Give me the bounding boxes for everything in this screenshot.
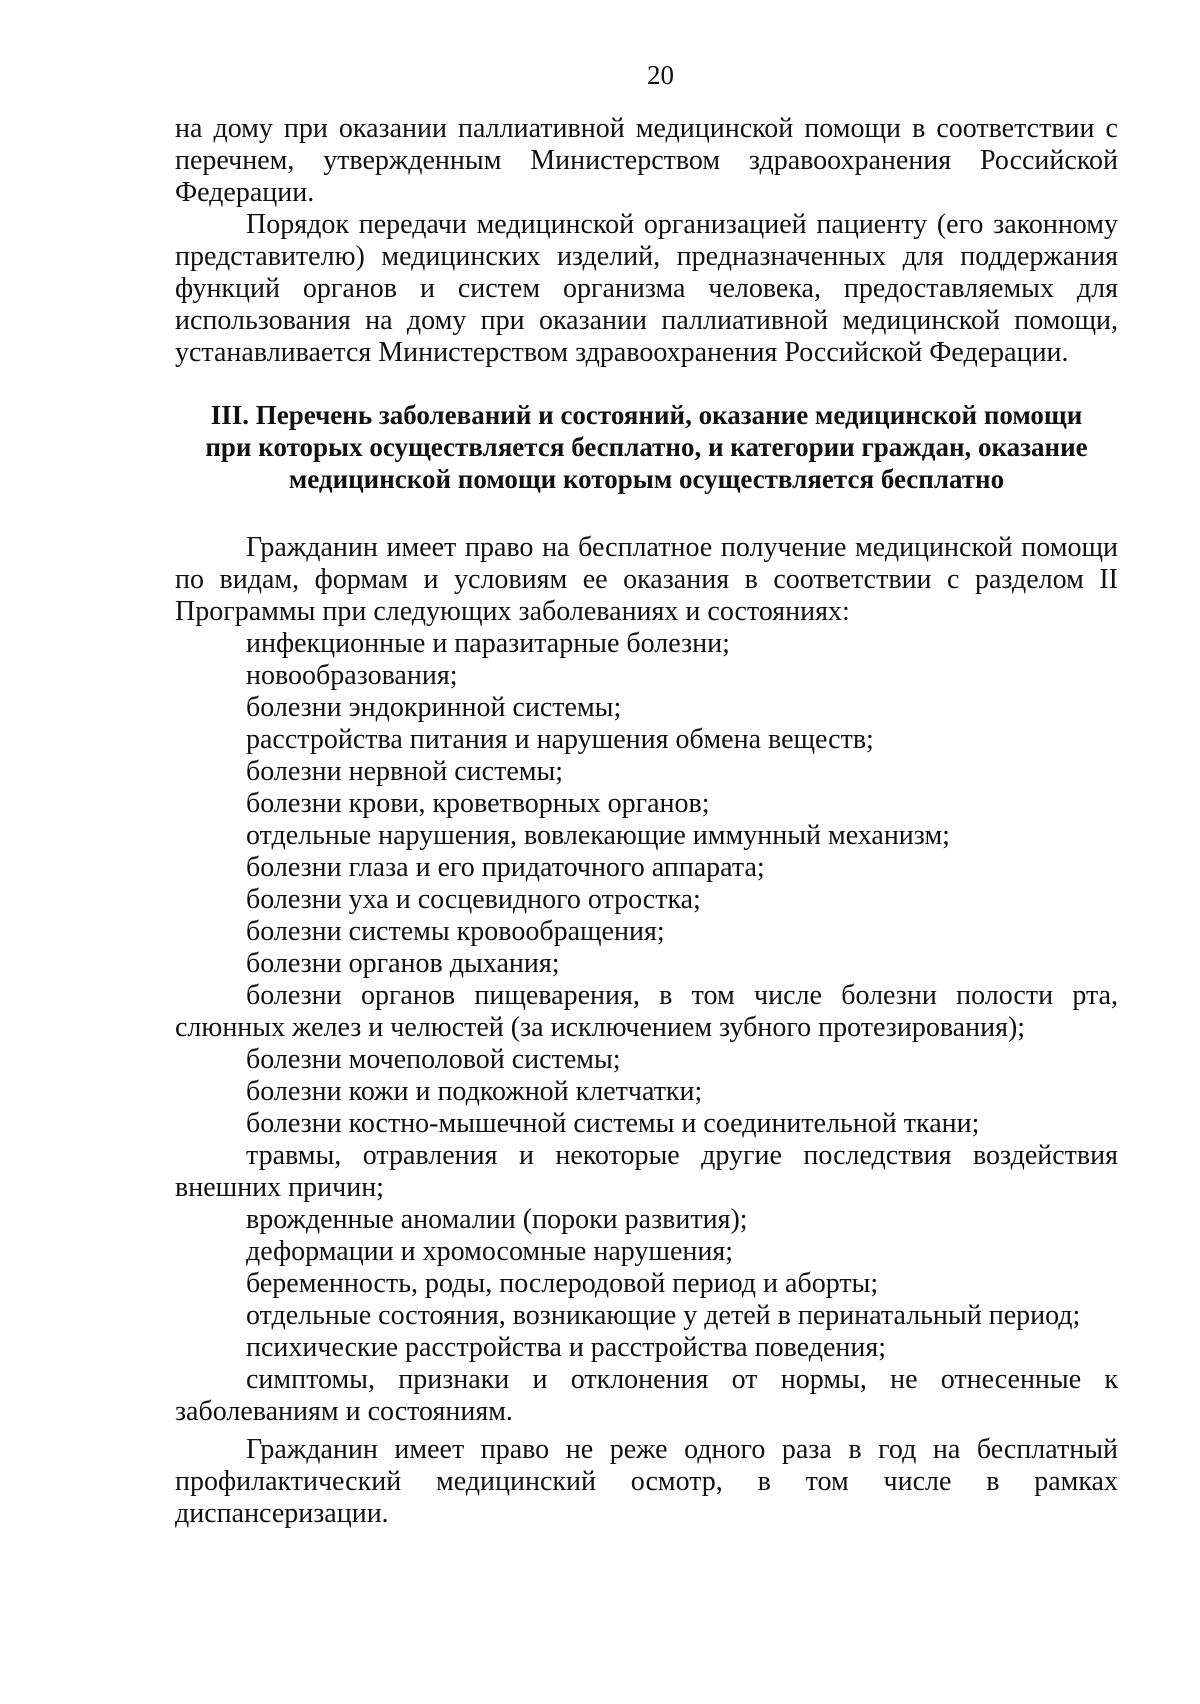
list-item: болезни глаза и его придаточного аппарата;: [246, 852, 765, 883]
list-item: деформации и хромосомные нарушения;: [246, 1236, 734, 1267]
list-item: болезни системы кровообращения;: [246, 916, 665, 947]
list-item: инфекционные и паразитарные болезни;: [246, 628, 730, 659]
document-page: [175, 62, 1118, 1530]
list-item: отдельные состояния, возникающие у детей в перинатальный период;: [246, 1300, 1081, 1331]
intro-paragraph: Гражданин имеет право на бесплатное получение медицинской помощи по видам, формам и условиям ее оказания в соответствии с разделом II Программы при следующих заболеваниях и состояниях:: [175, 532, 1118, 627]
list-item: симптомы, признаки и отклонения от нормы, не отнесенные к заболеваниям и состояниям.: [175, 1364, 1118, 1427]
list-item: беременность, роды, послеродовой период и аборты;: [246, 1268, 879, 1299]
list-item: расстройства питания и нарушения обмена веществ;: [246, 724, 874, 755]
diseases-list: [175, 628, 1118, 1428]
list-item: болезни эндокринной системы;: [246, 692, 622, 723]
list-item: болезни органов пищеварения, в том числе болезни полости рта, слюнных желез и челюстей (за исключением зубного протезирования);: [175, 980, 1118, 1043]
section-heading-line: при которых осуществляется бесплатно, и категории граждан, оказание: [205, 432, 1088, 462]
list-item: болезни кожи и подкожной клетчатки;: [246, 1076, 703, 1107]
list-item: болезни мочеполовой системы;: [246, 1044, 621, 1075]
section-heading-line: III. Перечень заболеваний и состояний, оказание медицинской помощи: [210, 400, 1083, 430]
page-number: 20: [647, 60, 674, 90]
list-item: травмы, отравления и некоторые другие последствия воздействия внешних причин;: [175, 1140, 1118, 1203]
list-item: болезни уха и сосцевидного отростка;: [246, 884, 701, 915]
list-item: отдельные нарушения, вовлекающие иммунный механизм;: [246, 820, 950, 851]
list-item: врожденные аномалии (пороки развития);: [246, 1204, 748, 1235]
section-heading: [175, 399, 1118, 495]
list-item: болезни костно-мышечной системы и соединительной ткани;: [246, 1108, 980, 1139]
list-item: болезни крови, кроветворных органов;: [246, 788, 710, 819]
list-item: болезни органов дыхания;: [246, 948, 560, 979]
section-heading-line: медицинской помощи которым осуществляется бесплатно: [288, 464, 1005, 494]
paragraph-continuation: на дому при оказании паллиативной медицинской помощи в соответствии с перечнем, утвержденным Министерством здравоохранения Российской Федерации.: [175, 113, 1118, 208]
paragraph-transfer-order: Порядок передачи медицинской организацией пациенту (его законному представителю) медицинских изделий, предназначенных для поддержания функций органов и систем организма человека, предоставляемых для использования на дому при оказании паллиативной медицинской помощи, устанавливается Министерством здравоохранения Российской Федерации.: [175, 209, 1118, 368]
list-item: психические расстройства и расстройства поведения;: [246, 1332, 886, 1363]
final-paragraph: Гражданин имеет право не реже одного раза в год на бесплатный профилактический медицинский осмотр, в том числе в рамках диспансеризации.: [175, 1434, 1118, 1529]
list-item: новообразования;: [246, 660, 458, 691]
list-item: болезни нервной системы;: [246, 756, 564, 787]
